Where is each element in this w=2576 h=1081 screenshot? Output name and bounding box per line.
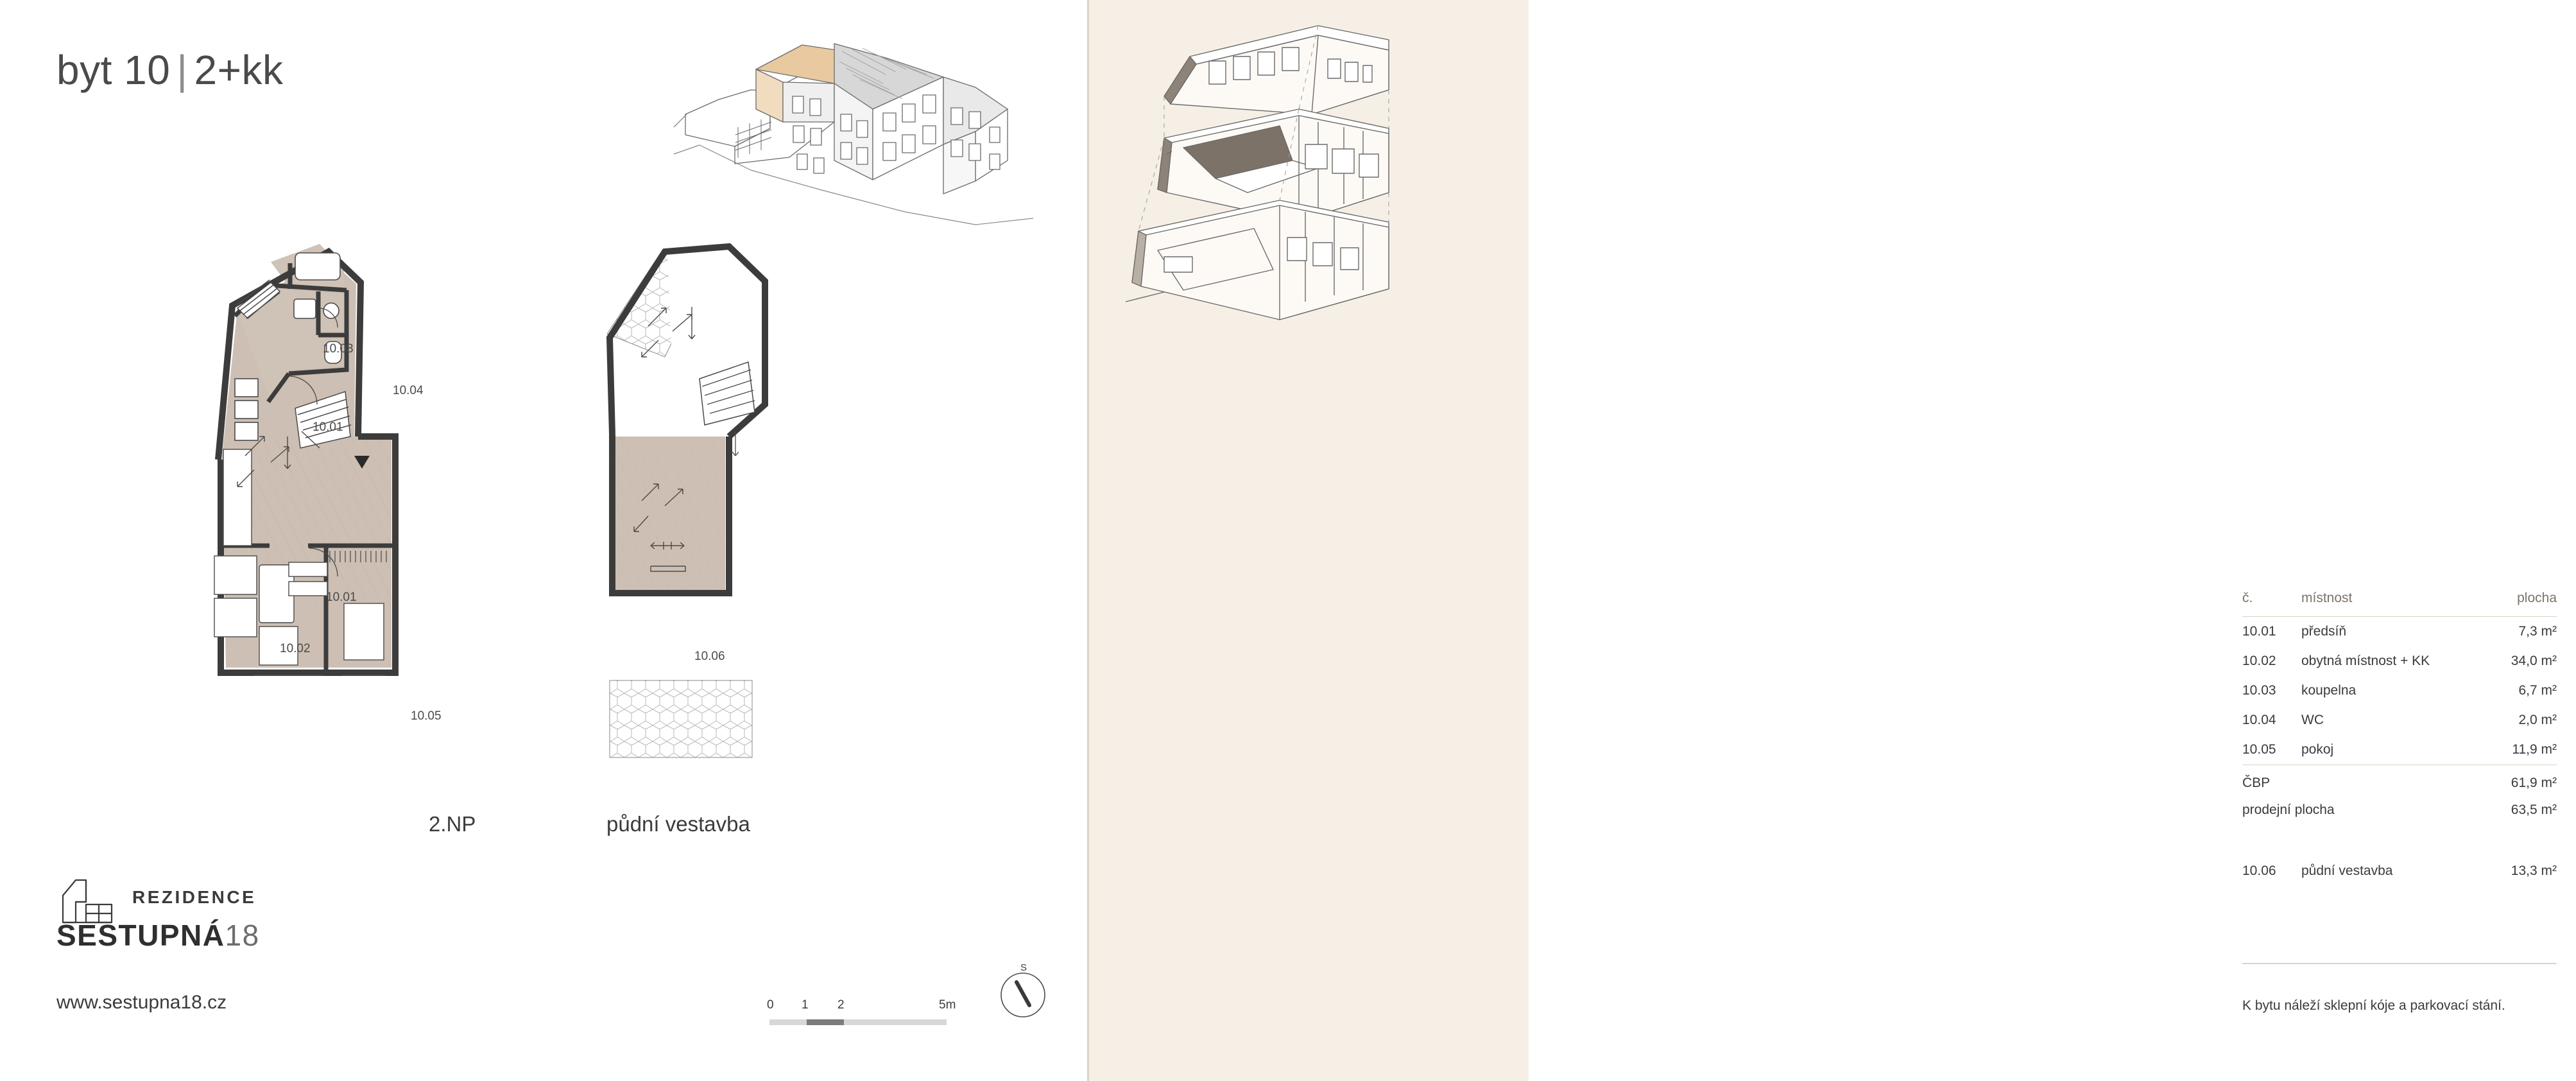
summary-row-sellable — [2242, 797, 2557, 824]
caption-floor-2np: 2.NP — [429, 812, 476, 836]
room-name: obytná místnost + KK — [2301, 653, 2430, 668]
floor-plan-attic — [603, 244, 873, 822]
room-number: 10.01 — [2242, 624, 2276, 639]
summary-label: prodejní plocha — [2242, 802, 2335, 817]
summary-row-cbp — [2242, 765, 2557, 797]
compass-north-label: S — [1020, 962, 1027, 973]
note-divider — [2242, 963, 2557, 964]
room-name: půdní vestavba — [2301, 863, 2393, 878]
table-header-room: místnost — [2301, 591, 2481, 617]
scale-label-5m: 5m — [939, 998, 956, 1012]
building-perspective-illustration — [674, 32, 1033, 244]
room-tag-10-01-main: 10.01 — [313, 420, 343, 434]
room-area: 13,3 m² — [2511, 863, 2557, 878]
summary-area: 61,9 m² — [2481, 765, 2557, 797]
room-name: předsíň — [2301, 624, 2347, 639]
title-separator: | — [176, 47, 188, 93]
axonometric-building-diagram — [1087, 0, 1529, 526]
attic-schedule-table — [2242, 863, 2557, 879]
table-row — [2242, 617, 2557, 647]
table-row — [2242, 735, 2557, 765]
room-area: 2,0 m² — [2518, 713, 2557, 727]
logo-word: SESTUPNÁ — [56, 919, 225, 952]
logo-number: 18 — [225, 919, 260, 952]
summary-label: ČBP — [2242, 765, 2301, 797]
title-unit: byt 10 — [56, 47, 171, 93]
compass-rose — [993, 963, 1052, 1022]
room-area: 34,0 m² — [2511, 653, 2557, 668]
room-number: 10.03 — [2242, 683, 2276, 698]
table-header-number: č. — [2242, 591, 2301, 617]
caption-attic: půdní vestavba — [606, 812, 750, 836]
summary-area: 63,5 m² — [2511, 802, 2557, 817]
table-row — [2242, 676, 2557, 705]
room-tag-10-05: 10.05 — [411, 709, 442, 723]
room-name: koupelna — [2301, 683, 2357, 698]
table-row — [2242, 646, 2557, 676]
room-name: pokoj — [2301, 742, 2334, 757]
room-area: 7,3 m² — [2518, 624, 2557, 639]
room-schedule-table — [2242, 591, 2557, 824]
table-row-attic — [2242, 863, 2557, 879]
room-number: 10.02 — [2242, 653, 2276, 668]
room-number: 10.06 — [2242, 863, 2276, 878]
room-name: WC — [2301, 713, 2324, 727]
floor-plan-2np — [193, 244, 520, 822]
website-url[interactable]: www.sestupna18.cz — [56, 992, 227, 1013]
footer-note: K bytu náleží sklepní kóje a parkovací stání. — [2242, 998, 2505, 1013]
room-area: 11,9 m² — [2512, 742, 2557, 757]
table-header-area: plocha — [2481, 591, 2557, 617]
room-number: 10.04 — [2242, 713, 2276, 727]
room-tag-10-01: 10.01 — [326, 591, 357, 604]
info-panel — [1087, 0, 2557, 1081]
scale-label-1: 1 — [802, 998, 809, 1012]
room-number: 10.05 — [2242, 742, 2276, 757]
room-tag-10-02: 10.02 — [280, 642, 311, 655]
logo-text-rezidence: REZIDENCE — [132, 887, 257, 907]
scale-label-2: 2 — [837, 998, 845, 1012]
scale-bar — [767, 998, 966, 1028]
table-row — [2242, 705, 2557, 735]
room-tag-10-03: 10.03 — [323, 342, 354, 356]
title-layout: 2+kk — [194, 47, 284, 93]
room-area: 6,7 m² — [2518, 683, 2557, 698]
room-tag-10-06: 10.06 — [694, 650, 725, 663]
scale-label-0: 0 — [767, 998, 774, 1012]
logo-text-sestupna — [56, 918, 260, 953]
page-title — [56, 46, 283, 94]
room-tag-10-04: 10.04 — [393, 384, 424, 397]
